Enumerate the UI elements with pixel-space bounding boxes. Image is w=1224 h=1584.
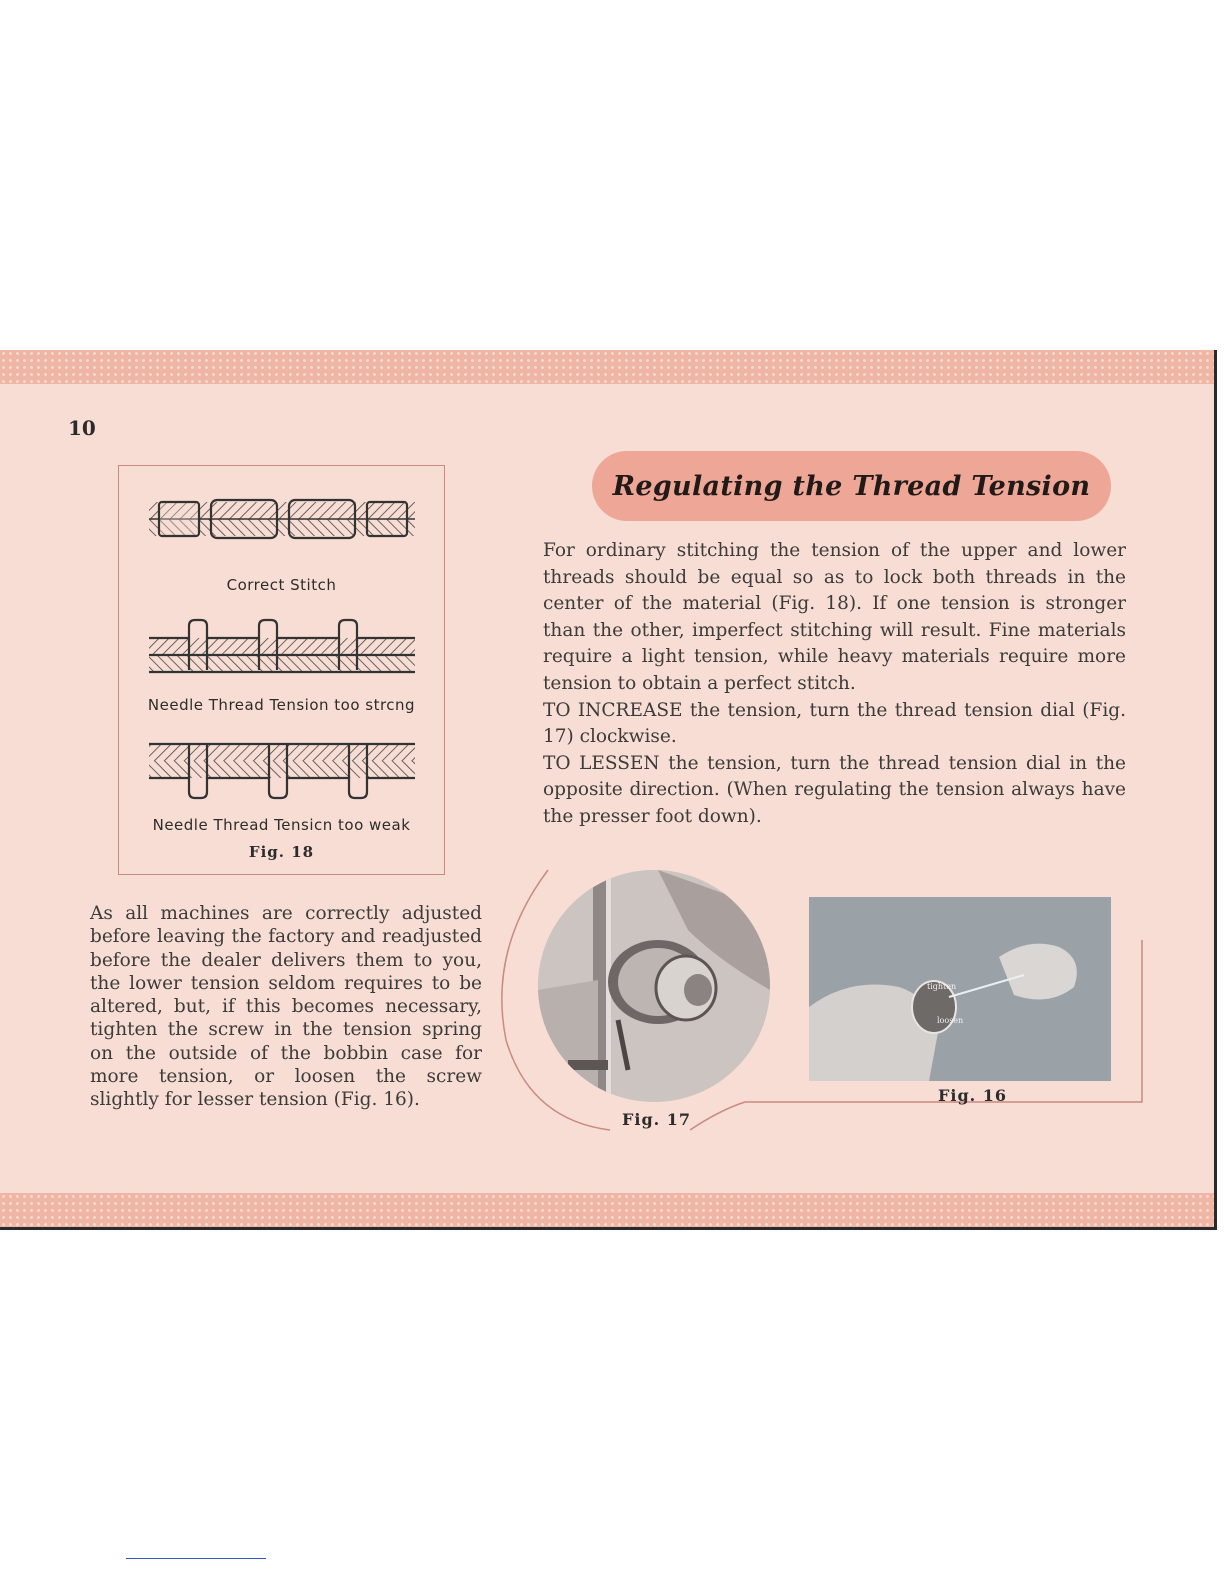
underline-mark — [126, 1558, 266, 1559]
fig16-photo — [809, 897, 1111, 1081]
fig17-label: Fig. 17 — [622, 1110, 692, 1129]
strong-tension-caption: Needle Thread Tension too strcng — [147, 696, 416, 714]
tension-dial-illustration — [538, 870, 770, 1102]
main-paragraph: TO LESSEN the tension, turn the thread tension dial in the opposite direction. (When regulating the tension always have the presser foot down). — [543, 752, 1126, 827]
fig18-label: Fig. 18 — [248, 843, 315, 861]
fig17-photo — [538, 870, 770, 1102]
photo-frame-lines — [0, 350, 1214, 1227]
decorative-bottom-band — [0, 1193, 1214, 1227]
page-title: Regulating the Thread Tension — [612, 470, 1091, 502]
weak-tension-caption: Needle Thread Tensicn too weak — [152, 816, 411, 834]
bobbin-tension-paragraph: As all machines are correctly adjusted before leaving the factory and readjusted before the dealer delivers them to you, the lower tension seldom requires to be altered, but, if this becomes necessary, tighten the screw in the tension spring on the outside of the bobbin case for more tension, or loosen the screw slightly for lesser tension (Fig. 16). — [90, 903, 482, 1111]
fig16-label: Fig. 16 — [938, 1086, 1008, 1105]
main-paragraph: For ordinary stitching the tension of the upper and lower threads should be equal so as to lock both threads in the center of the material (Fig. 18). If one tension is stronger than the other, imperfect stitching will result. Fine materials require a light tension, while heavy materials require more tension to obtain a perfect stitch. — [543, 540, 1126, 694]
fig16-annotation-loosen: loosen — [937, 1016, 964, 1025]
fig16-annotation-tighten: tighten — [927, 982, 957, 991]
page-number: 10 — [68, 416, 96, 440]
main-paragraph: TO INCREASE the tension, turn the thread tension dial (Fig. 17) clockwise. — [543, 699, 1126, 748]
correct-stitch-caption: Correct Stitch — [226, 576, 337, 594]
bobbin-case-illustration — [809, 897, 1111, 1081]
manual-page — [0, 350, 1217, 1230]
